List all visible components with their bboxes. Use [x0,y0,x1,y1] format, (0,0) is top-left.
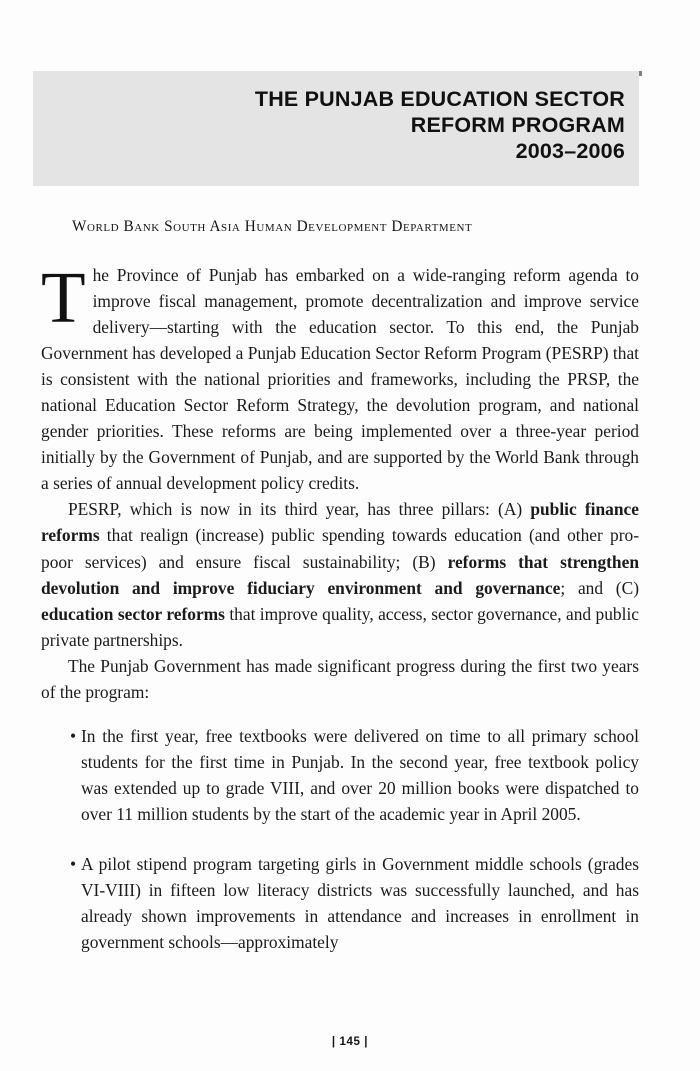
page-title [33,86,625,164]
pillars-segment-2: that realign (increase) public spending towards education (and other pro-poor services) and ensure fiscal sustainability; (B) [41,525,639,572]
page-title-line-1: THE PUNJAB EDUCATION SECTOR [254,87,625,111]
pillars-bold-3: education sector reforms [41,603,225,624]
list-item-text: A pilot stipend program targeting girls in Government middle schools (grades VI-VIII) in fifteen low literacy districts was successfully launched, and has already shown improvements in attendance and increases in enrollment in government schools—approximately [81,853,639,953]
bullet-icon: • [70,725,77,746]
page-title-line-3: 2003–2006 [515,139,625,163]
pillars-bold-1: public finance reforms [41,499,639,546]
page-footer: | 145 | [331,1036,369,1048]
paragraph-pillars [41,496,639,652]
pillars-segment-4: that improve quality, access, sector governance, and public private partnerships. [41,603,639,650]
paragraph-intro-text: he Province of Punjab has embarked on a wide-ranging reform agenda to improve fiscal management, promote decentralization and improve service delivery—starting with the education sector. To this end, the Punjab Government has developed a Punjab Education Sector Reform Program (PESRP) that is consistent with the national priorities and frameworks, including the PRSP, the national Education Sector Reform Strategy, the devolution program, and national gender priorities. These reforms are being implemented over a three-year period initially by the Government of Punjab, and are supported by the World Bank through a series of annual development policy credits. [41,265,639,494]
drop-cap: T [41,257,86,338]
paragraph-progress: The Punjab Government has made significant progress during the first two years of the program: [41,655,639,702]
list-item [41,851,639,955]
pillars-segment-1: PESRP, which is now in its third year, has three pillars: (A) [67,499,531,520]
byline-author: World Bank South Asia Human Development Department [72,218,473,235]
pillars-segment-3: ; and (C) [560,577,639,598]
page-title-line-2: REFORM PROGRAM [410,113,625,137]
pillars-bold-2: reforms that strengthen devolution and improve fiduciary environment and governance [41,551,639,598]
progress-bullet-list [41,723,639,955]
list-item [41,723,639,827]
paragraph-intro [41,257,639,496]
list-item-text: In the first year, free textbooks were delivered on time to all primary school students for the first time in Punjab. In the second year, free textbook policy was extended up to grade VIII, and over 20 million books were dispatched to over 11 million students by the start of the academic year in April 2005. [81,725,639,824]
bullet-icon: • [70,853,77,874]
body-column [41,257,639,955]
